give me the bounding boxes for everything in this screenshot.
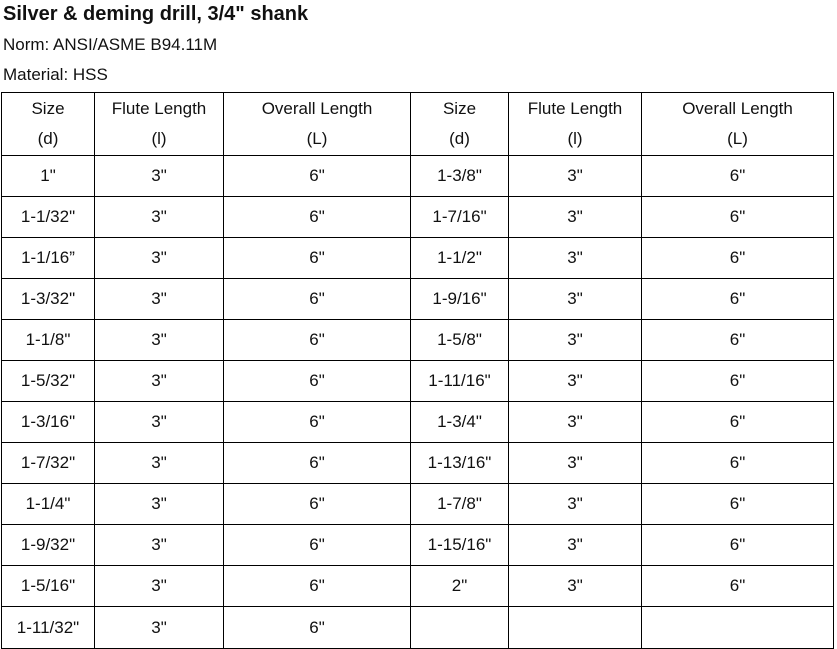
table-row: [2, 361, 834, 402]
table-cell: 3": [95, 156, 224, 197]
table-cell: [642, 607, 834, 649]
table-row: [2, 402, 834, 443]
table-cell: 1-5/8": [411, 320, 509, 361]
table-cell: 6": [224, 238, 411, 279]
table-cell: 6": [642, 279, 834, 320]
table-cell: 6": [642, 566, 834, 607]
table-cell: 6": [224, 197, 411, 238]
table-cell: 6": [642, 484, 834, 525]
table-cell: 1-9/32": [2, 525, 95, 566]
column-header: [95, 93, 224, 156]
table-cell: 1-3/16": [2, 402, 95, 443]
table-cell: 6": [224, 402, 411, 443]
table-row: [2, 279, 834, 320]
table-cell: 1-1/2": [411, 238, 509, 279]
table-cell: 6": [224, 156, 411, 197]
table-cell: 3": [509, 361, 642, 402]
table-cell: 3": [95, 238, 224, 279]
table-cell: 6": [224, 443, 411, 484]
column-header-symbol: (d): [449, 129, 470, 148]
table-cell: 1-7/32": [2, 443, 95, 484]
table-row: [2, 525, 834, 566]
table-cell: 6": [642, 443, 834, 484]
table-cell: 1-7/16": [411, 197, 509, 238]
column-header-symbol: (L): [727, 129, 748, 148]
table-row: [2, 443, 834, 484]
table-cell: 3": [95, 484, 224, 525]
table-cell: 1-5/32": [2, 361, 95, 402]
table-cell: 6": [642, 238, 834, 279]
table-row: [2, 238, 834, 279]
table-cell: 3": [95, 525, 224, 566]
table-cell: 3": [509, 320, 642, 361]
table-cell: 1-11/32": [2, 607, 95, 649]
column-header: [224, 93, 411, 156]
table-cell: 3": [95, 279, 224, 320]
table-cell: 1-1/4": [2, 484, 95, 525]
table-cell: 1-3/8": [411, 156, 509, 197]
column-header-symbol: (l): [151, 129, 167, 148]
column-header-name: Overall Length: [682, 99, 793, 118]
column-header: [642, 93, 834, 156]
table-row: [2, 484, 834, 525]
table-cell: 3": [95, 607, 224, 649]
table-cell: 1-1/32": [2, 197, 95, 238]
table-cell: 1-1/8": [2, 320, 95, 361]
column-header-name: Size: [31, 99, 65, 118]
material-line: Material: HSS: [3, 65, 108, 84]
table-cell: 3": [95, 197, 224, 238]
table-cell: 1-15/16": [411, 525, 509, 566]
table-cell: [411, 607, 509, 649]
table-cell: 6": [224, 279, 411, 320]
column-header-name: Size: [442, 99, 477, 118]
table-cell: 6": [642, 320, 834, 361]
table-cell: 6": [224, 607, 411, 649]
table-cell: 3": [509, 484, 642, 525]
table-cell: 3": [509, 238, 642, 279]
table-cell: 3": [95, 320, 224, 361]
column-header-symbol: (l): [567, 129, 583, 148]
table-cell: 3": [95, 361, 224, 402]
column-header: [509, 93, 642, 156]
table-cell: 6": [224, 484, 411, 525]
table-cell: 3": [509, 197, 642, 238]
table-cell: 1-13/16": [411, 443, 509, 484]
table-cell: 6": [642, 402, 834, 443]
table-cell: 1-3/4": [411, 402, 509, 443]
column-header: [411, 93, 509, 156]
table-cell: 6": [642, 361, 834, 402]
table-cell: 1-11/16": [411, 361, 509, 402]
table-cell: 3": [95, 443, 224, 484]
table-cell: 6": [224, 566, 411, 607]
column-header-name: Flute Length: [111, 99, 207, 118]
column-header-symbol: (L): [306, 129, 328, 148]
table-cell: 3": [509, 443, 642, 484]
table-row: [2, 607, 834, 649]
table-cell: 1-5/16": [2, 566, 95, 607]
table-header-row: [2, 93, 834, 156]
table-cell: 3": [509, 402, 642, 443]
table-cell: 1-1/16”: [2, 238, 95, 279]
table-cell: 6": [224, 361, 411, 402]
table-cell: 1-7/8": [411, 484, 509, 525]
table-cell: 3": [509, 525, 642, 566]
table-cell: 3": [509, 566, 642, 607]
column-header: [2, 93, 95, 156]
table-row: [2, 566, 834, 607]
table-row: [2, 197, 834, 238]
table-row: [2, 156, 834, 197]
table-cell: [509, 607, 642, 649]
table-cell: 6": [224, 320, 411, 361]
table-cell: 1-9/16": [411, 279, 509, 320]
table-cell: 6": [642, 197, 834, 238]
table-cell: 2": [411, 566, 509, 607]
table-cell: 1-3/32": [2, 279, 95, 320]
norm-line: Norm: ANSI/ASME B94.11M: [3, 35, 218, 54]
table-cell: 6": [642, 525, 834, 566]
drill-size-table: [1, 92, 834, 649]
table-body: [2, 156, 834, 649]
table-cell: 3": [509, 156, 642, 197]
table-row: [2, 320, 834, 361]
column-header-name: Overall Length: [261, 99, 373, 118]
column-header-name: Flute Length: [527, 99, 623, 118]
table-cell: 3": [95, 402, 224, 443]
table-cell: 3": [509, 279, 642, 320]
table-cell: 3": [95, 566, 224, 607]
table-cell: 1": [2, 156, 95, 197]
table-cell: 6": [224, 525, 411, 566]
page-title: Silver & deming drill, 3/4" shank: [3, 3, 309, 25]
column-header-symbol: (d): [37, 129, 59, 148]
table-cell: 6": [642, 156, 834, 197]
